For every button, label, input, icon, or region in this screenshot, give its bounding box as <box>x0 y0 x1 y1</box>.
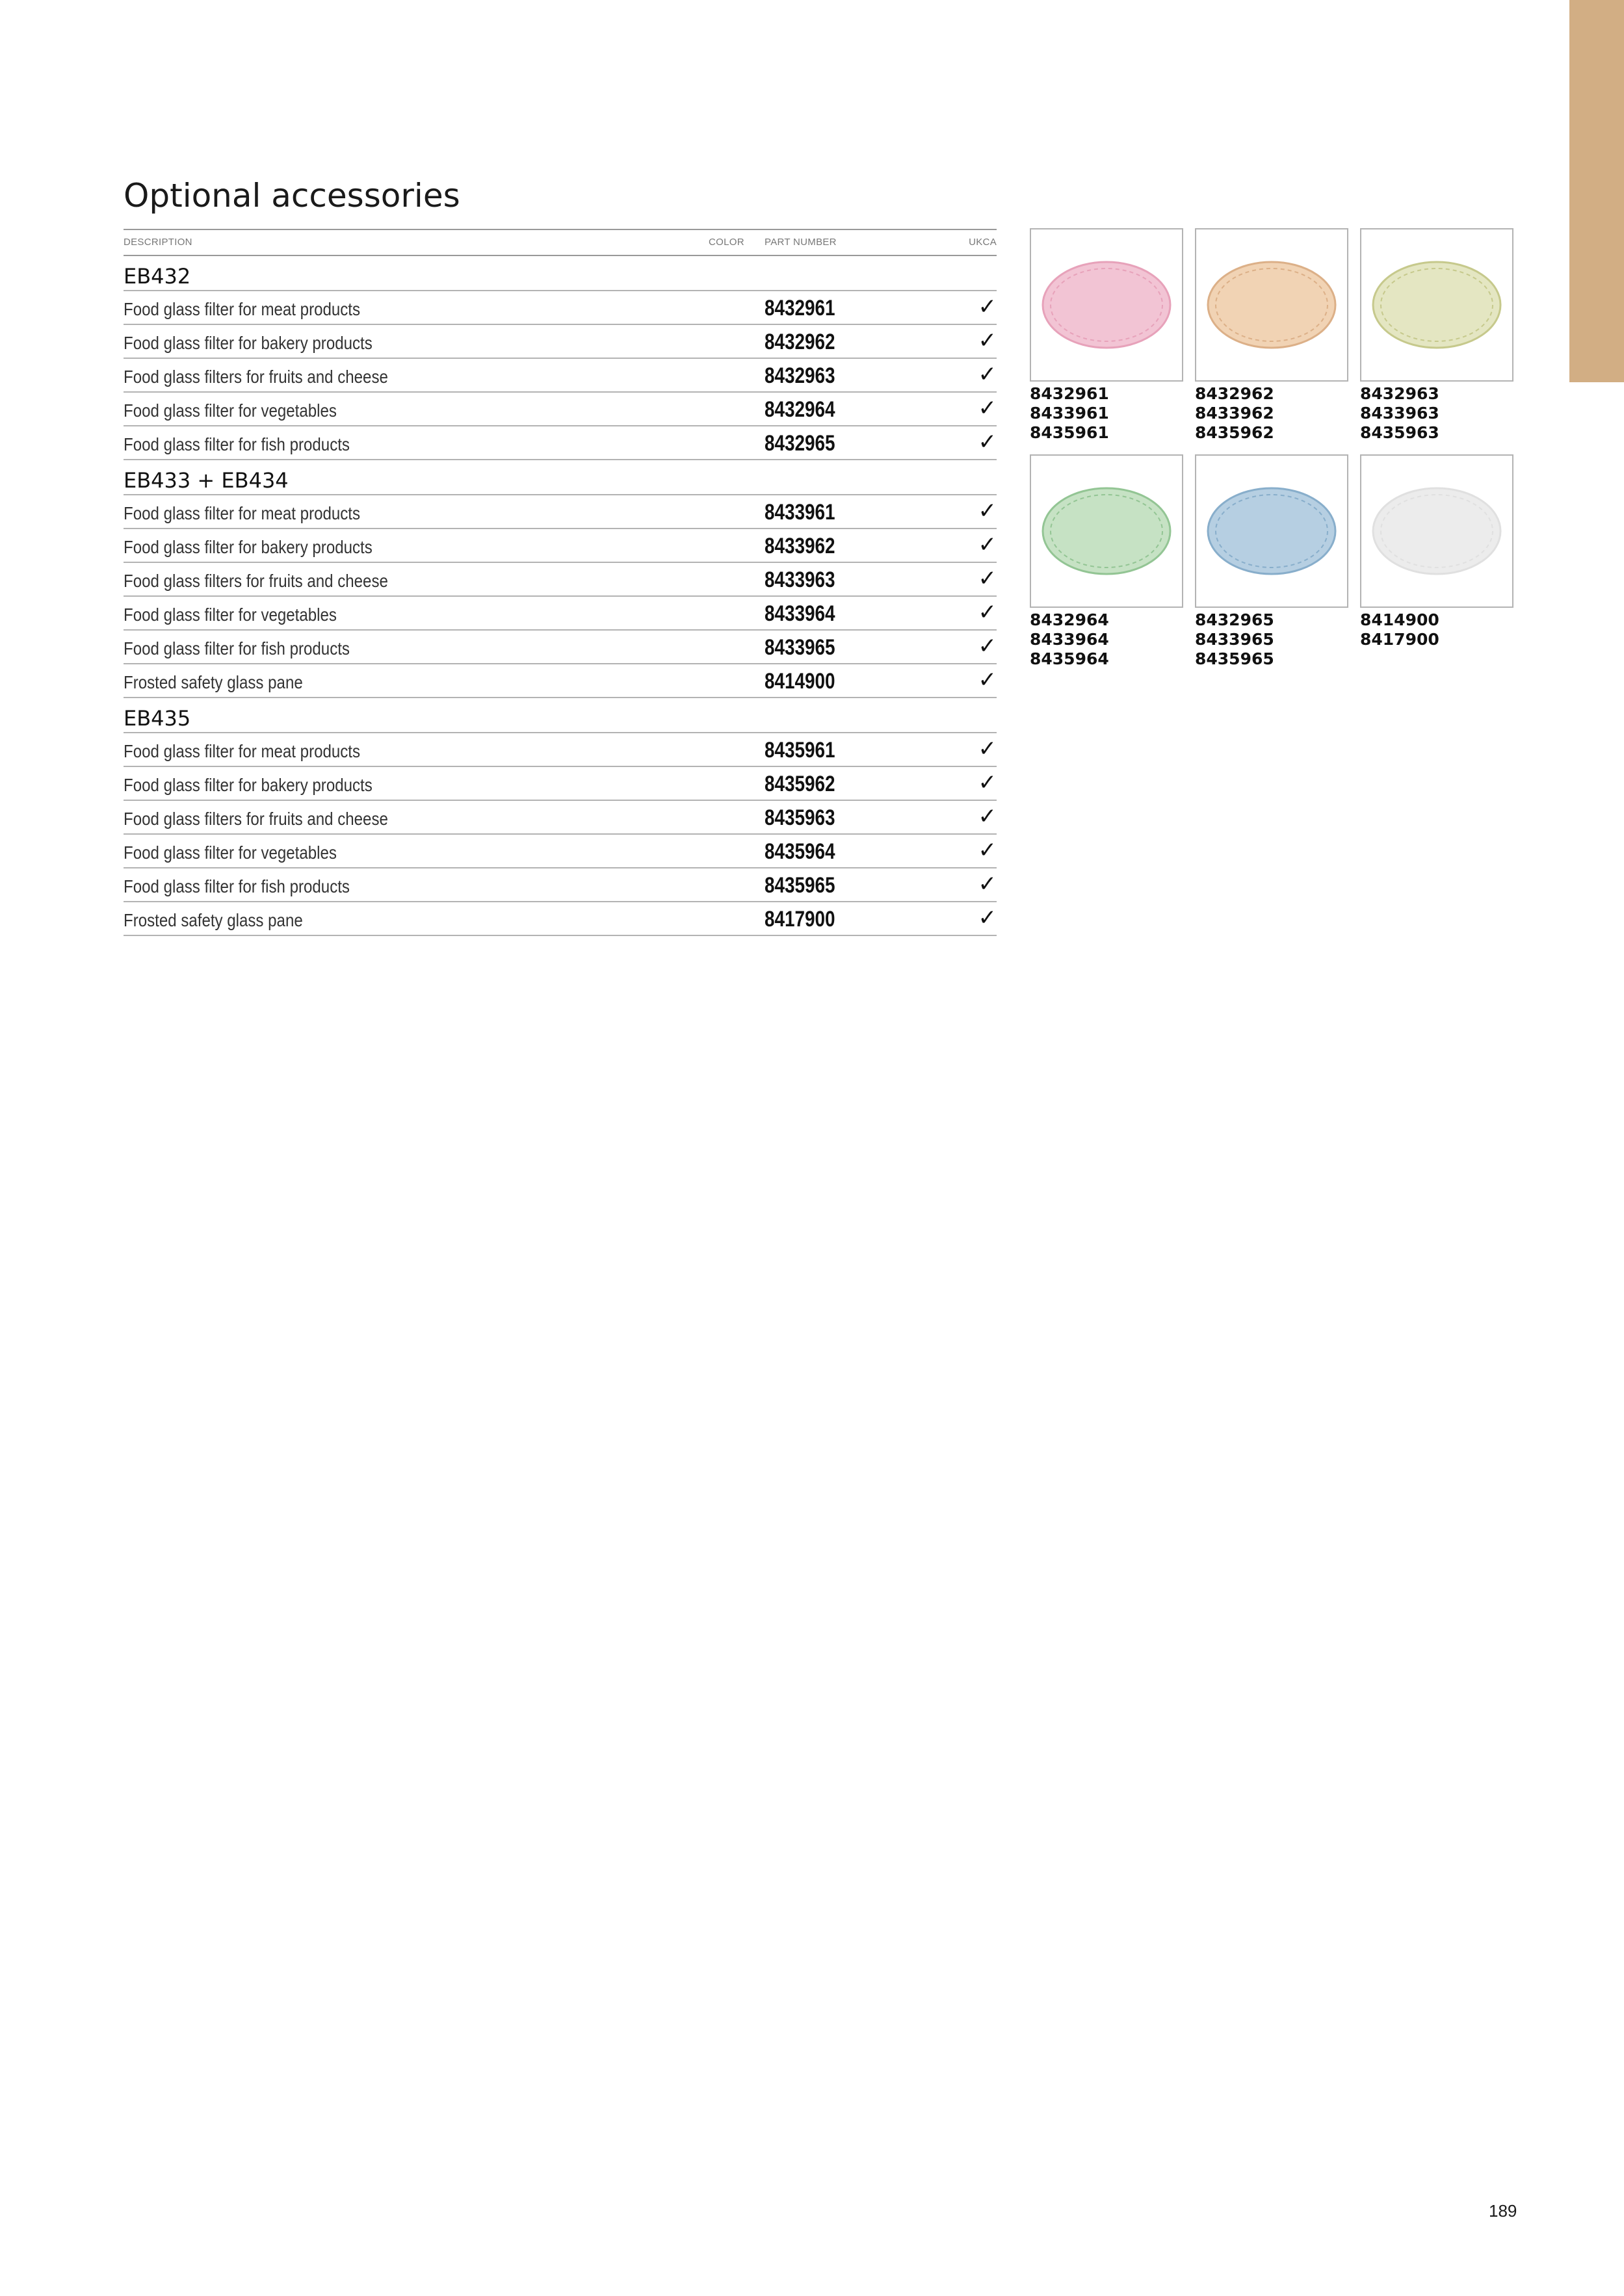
part-number: 8414900 <box>1360 610 1439 629</box>
part-number-cell: 8435961 <box>765 738 835 763</box>
ukca-check-icon: ✓ <box>978 429 997 455</box>
part-number-cell: 8432961 <box>765 296 835 320</box>
description-cell: Food glass filters for fruits and cheese <box>124 571 388 591</box>
part-number-cell: 8435964 <box>765 839 835 864</box>
ukca-check-icon: ✓ <box>978 736 997 762</box>
description-cell: Food glass filter for meat products <box>124 503 361 523</box>
glass-filter-icon <box>1207 486 1337 577</box>
glass-filter-disc <box>1373 262 1500 348</box>
description-cell: Food glass filter for vegetables <box>124 605 337 625</box>
part-number-cell: 8432963 <box>765 363 835 388</box>
ukca-check-icon: ✓ <box>978 633 997 659</box>
part-number: 8435964 <box>1030 649 1109 668</box>
ukca-check-icon: ✓ <box>978 395 997 421</box>
product-tile <box>1195 228 1347 443</box>
product-tile <box>1195 454 1347 669</box>
description-cell: Frosted safety glass pane <box>124 672 303 692</box>
product-image <box>1195 454 1348 608</box>
ukca-check-icon: ✓ <box>978 837 997 863</box>
part-number: 8435962 <box>1195 423 1274 442</box>
table-row <box>124 801 997 835</box>
ukca-check-icon: ✓ <box>978 667 997 693</box>
part-number-list <box>1195 384 1347 443</box>
glass-filter-icon <box>1372 486 1502 577</box>
glass-filter-icon <box>1041 486 1172 577</box>
page-number: 189 <box>1489 2201 1517 2221</box>
description-cell: Food glass filters for fruits and cheese <box>124 367 388 387</box>
accessories-table <box>124 229 997 936</box>
part-number-cell: 8435962 <box>765 772 835 796</box>
product-image <box>1360 454 1513 608</box>
part-number: 8433963 <box>1360 404 1439 423</box>
group-label: EB435 <box>124 706 191 731</box>
part-number-cell: 8432965 <box>765 431 835 456</box>
group-label: EB432 <box>124 264 191 289</box>
group-header <box>124 698 997 733</box>
description-cell: Food glass filter for fish products <box>124 434 350 454</box>
table-row <box>124 291 997 325</box>
glass-filter-disc <box>1043 488 1170 574</box>
product-image <box>1030 454 1183 608</box>
part-number: 8433962 <box>1195 404 1274 423</box>
glass-filter-disc <box>1208 262 1335 348</box>
table-row <box>124 563 997 597</box>
part-number-cell: 8435965 <box>765 873 835 898</box>
header-part-number: PART NUMBER <box>765 237 837 248</box>
part-number-list <box>1360 384 1512 443</box>
header-ukca: UKCA <box>969 237 997 248</box>
table-row <box>124 868 997 902</box>
part-number: 8435965 <box>1195 649 1274 668</box>
table-row <box>124 529 997 563</box>
part-number-list <box>1360 610 1512 649</box>
product-tile <box>1030 228 1182 443</box>
part-number: 8432964 <box>1030 610 1109 629</box>
table-row <box>124 495 997 529</box>
group-header <box>124 256 997 291</box>
part-number: 8433961 <box>1030 404 1109 423</box>
header-color: COLOR <box>709 237 744 248</box>
description-cell: Food glass filter for meat products <box>124 741 361 761</box>
part-number: 8435961 <box>1030 423 1109 442</box>
table-row <box>124 393 997 426</box>
ukca-check-icon: ✓ <box>978 294 997 320</box>
ukca-check-icon: ✓ <box>978 905 997 931</box>
part-number: 8432963 <box>1360 384 1439 403</box>
product-image <box>1030 228 1183 382</box>
part-number-cell: 8433961 <box>765 500 835 525</box>
glass-filter-icon <box>1207 259 1337 350</box>
table-row <box>124 325 997 359</box>
part-number-list <box>1195 610 1347 669</box>
part-number: 8432965 <box>1195 610 1274 629</box>
glass-filter-icon <box>1041 259 1172 350</box>
description-cell: Food glass filter for fish products <box>124 876 350 896</box>
part-number: 8417900 <box>1360 630 1439 649</box>
part-number-cell: 8417900 <box>765 907 835 932</box>
table-row <box>124 426 997 460</box>
table-row <box>124 631 997 664</box>
product-image <box>1195 228 1348 382</box>
part-number: 8432962 <box>1195 384 1274 403</box>
part-number: 8433964 <box>1030 630 1109 649</box>
description-cell: Food glass filter for bakery products <box>124 775 373 795</box>
description-cell: Food glass filter for meat products <box>124 299 361 319</box>
product-tile <box>1360 454 1512 649</box>
ukca-check-icon: ✓ <box>978 328 997 354</box>
table-row <box>124 359 997 393</box>
glass-filter-disc <box>1373 488 1500 574</box>
ukca-check-icon: ✓ <box>978 532 997 558</box>
section-tab <box>1569 0 1624 382</box>
table-row <box>124 835 997 868</box>
glass-filter-disc <box>1208 488 1335 574</box>
description-cell: Food glass filter for vegetables <box>124 842 337 863</box>
part-number: 8432961 <box>1030 384 1109 403</box>
ukca-check-icon: ✓ <box>978 803 997 829</box>
ukca-check-icon: ✓ <box>978 498 997 524</box>
part-number-cell: 8432962 <box>765 330 835 354</box>
product-image <box>1360 228 1513 382</box>
part-number-cell: 8435963 <box>765 805 835 830</box>
table-row <box>124 597 997 631</box>
part-number-cell: 8432964 <box>765 397 835 422</box>
description-cell: Food glass filter for bakery products <box>124 537 373 557</box>
product-tile <box>1360 228 1512 443</box>
glass-filter-icon <box>1372 259 1502 350</box>
group-label: EB433 + EB434 <box>124 468 289 493</box>
ukca-check-icon: ✓ <box>978 361 997 387</box>
header-description: DESCRIPTION <box>124 237 192 248</box>
part-number: 8433965 <box>1195 630 1274 649</box>
part-number-cell: 8433964 <box>765 601 835 626</box>
description-cell: Food glass filter for fish products <box>124 638 350 659</box>
part-number: 8435963 <box>1360 423 1439 442</box>
part-number-list <box>1030 384 1182 443</box>
table-row <box>124 767 997 801</box>
description-cell: Food glass filter for bakery products <box>124 333 373 353</box>
part-number-cell: 8433963 <box>765 567 835 592</box>
ukca-check-icon: ✓ <box>978 566 997 592</box>
ukca-check-icon: ✓ <box>978 871 997 897</box>
table-body <box>124 256 997 936</box>
ukca-check-icon: ✓ <box>978 599 997 625</box>
ukca-check-icon: ✓ <box>978 770 997 796</box>
table-row <box>124 733 997 767</box>
part-number-cell: 8414900 <box>765 669 835 694</box>
part-number-cell: 8433962 <box>765 534 835 558</box>
part-number-cell: 8433965 <box>765 635 835 660</box>
table-header <box>124 229 997 256</box>
part-number-list <box>1030 610 1182 669</box>
description-cell: Frosted safety glass pane <box>124 910 303 930</box>
group-header <box>124 460 997 495</box>
table-row <box>124 902 997 936</box>
glass-filter-disc <box>1043 262 1170 348</box>
description-cell: Food glass filters for fruits and cheese <box>124 809 388 829</box>
page-title: Optional accessories <box>124 177 460 215</box>
product-tile <box>1030 454 1182 669</box>
table-row <box>124 664 997 698</box>
description-cell: Food glass filter for vegetables <box>124 400 337 421</box>
